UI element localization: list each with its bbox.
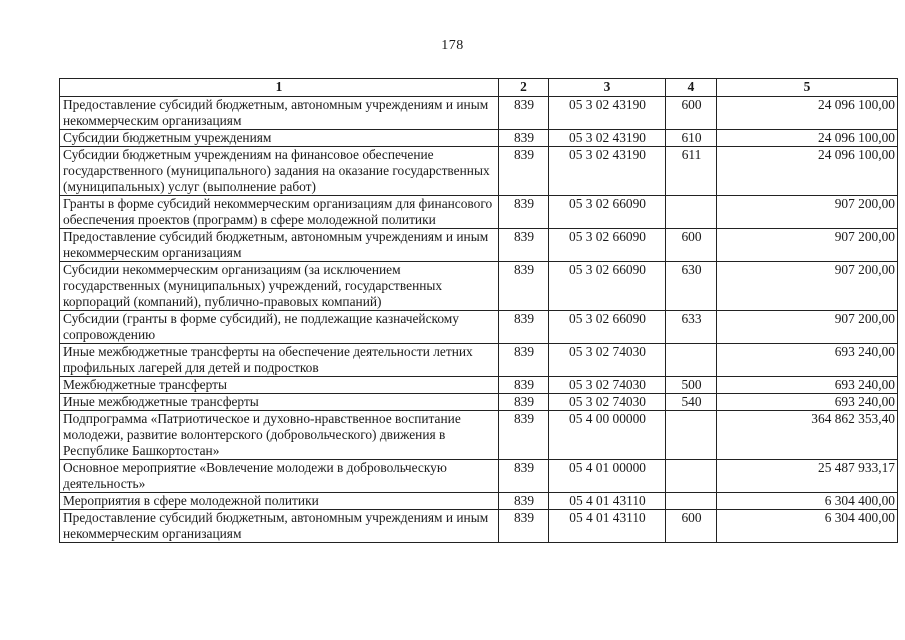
amount: 24 096 100,00 [717,147,898,196]
ministry-code: 839 [499,394,549,411]
item-name: Гранты в форме субсидий некоммерческим организациям для финансового обеспечения проектов (программ) в сфере молодежной политики [60,196,499,229]
ministry-code: 839 [499,377,549,394]
ministry-code: 839 [499,311,549,344]
item-name: Субсидии бюджетным учреждениям [60,130,499,147]
table-body [60,97,898,543]
ministry-code: 839 [499,147,549,196]
header-col-3: 3 [549,79,666,97]
header-col-4: 4 [666,79,717,97]
budget-table [59,78,898,543]
header-col-5: 5 [717,79,898,97]
target-article-code: 05 3 02 74030 [549,377,666,394]
item-name: Предоставление субсидий бюджетным, автономным учреждениям и иным некоммерческим организациям [60,229,499,262]
item-name: Субсидии бюджетным учреждениям на финансовое обеспечение государственного (муниципального) задания на оказание государственных (муниципальных) услуг (выполнение работ) [60,147,499,196]
expense-type-code: 540 [666,394,717,411]
item-name: Субсидии (гранты в форме субсидий), не подлежащие казначейскому сопровождению [60,311,499,344]
amount: 364 862 353,40 [717,411,898,460]
item-name: Предоставление субсидий бюджетным, автономным учреждениям и иным некоммерческим организациям [60,510,499,543]
item-name: Мероприятия в сфере молодежной политики [60,493,499,510]
target-article-code: 05 3 02 66090 [549,229,666,262]
item-name: Межбюджетные трансферты [60,377,499,394]
amount: 24 096 100,00 [717,130,898,147]
table-row [60,262,898,311]
header-row [60,79,898,97]
page-number: 178 [441,38,464,53]
table-row [60,130,898,147]
table-row [60,97,898,130]
ministry-code: 839 [499,97,549,130]
expense-type-code [666,493,717,510]
header-col-1: 1 [60,79,499,97]
amount: 693 240,00 [717,394,898,411]
target-article-code: 05 3 02 43190 [549,97,666,130]
amount: 25 487 933,17 [717,460,898,493]
expense-type-code [666,411,717,460]
expense-type-code: 610 [666,130,717,147]
amount: 693 240,00 [717,377,898,394]
target-article-code: 05 3 02 74030 [549,344,666,377]
expense-type-code [666,196,717,229]
expense-type-code: 600 [666,229,717,262]
expense-type-code: 600 [666,97,717,130]
item-name: Подпрограмма «Патриотическое и духовно-нравственное воспитание молодежи, развитие волонтерского (добровольческого) движения в Республике Башкортостан» [60,411,499,460]
expense-type-code: 630 [666,262,717,311]
target-article-code: 05 3 02 66090 [549,196,666,229]
expense-type-code [666,460,717,493]
amount: 907 200,00 [717,262,898,311]
table-row [60,344,898,377]
item-name: Предоставление субсидий бюджетным, автономным учреждениям и иным некоммерческим организациям [60,97,499,130]
table-row [60,229,898,262]
item-name: Иные межбюджетные трансферты [60,394,499,411]
table-row [60,147,898,196]
header-col-2: 2 [499,79,549,97]
target-article-code: 05 3 02 43190 [549,130,666,147]
expense-type-code: 600 [666,510,717,543]
ministry-code: 839 [499,411,549,460]
target-article-code: 05 3 02 66090 [549,262,666,311]
table-row [60,510,898,543]
table-row [60,196,898,229]
amount: 6 304 400,00 [717,510,898,543]
table-row [60,411,898,460]
target-article-code: 05 3 02 66090 [549,311,666,344]
ministry-code: 839 [499,229,549,262]
amount: 907 200,00 [717,311,898,344]
amount: 24 096 100,00 [717,97,898,130]
target-article-code: 05 4 01 43110 [549,493,666,510]
ministry-code: 839 [499,460,549,493]
table-row [60,493,898,510]
table-row [60,460,898,493]
expense-type-code: 611 [666,147,717,196]
target-article-code: 05 3 02 74030 [549,394,666,411]
target-article-code: 05 3 02 43190 [549,147,666,196]
target-article-code: 05 4 00 00000 [549,411,666,460]
amount: 907 200,00 [717,229,898,262]
ministry-code: 839 [499,196,549,229]
table-row [60,394,898,411]
expense-type-code: 500 [666,377,717,394]
amount: 693 240,00 [717,344,898,377]
target-article-code: 05 4 01 43110 [549,510,666,543]
ministry-code: 839 [499,262,549,311]
table-row [60,377,898,394]
ministry-code: 839 [499,130,549,147]
expense-type-code [666,344,717,377]
ministry-code: 839 [499,344,549,377]
ministry-code: 839 [499,510,549,543]
target-article-code: 05 4 01 00000 [549,460,666,493]
expense-type-code: 633 [666,311,717,344]
item-name: Основное мероприятие «Вовлечение молодежи в добровольческую деятельность» [60,460,499,493]
item-name: Субсидии некоммерческим организациям (за исключением государственных (муниципальных) учреждений, государственных корпораций (компаний), публично-правовых компаний) [60,262,499,311]
amount: 907 200,00 [717,196,898,229]
amount: 6 304 400,00 [717,493,898,510]
item-name: Иные межбюджетные трансферты на обеспечение деятельности летних профильных лагерей для детей и подростков [60,344,499,377]
table-row [60,311,898,344]
ministry-code: 839 [499,493,549,510]
